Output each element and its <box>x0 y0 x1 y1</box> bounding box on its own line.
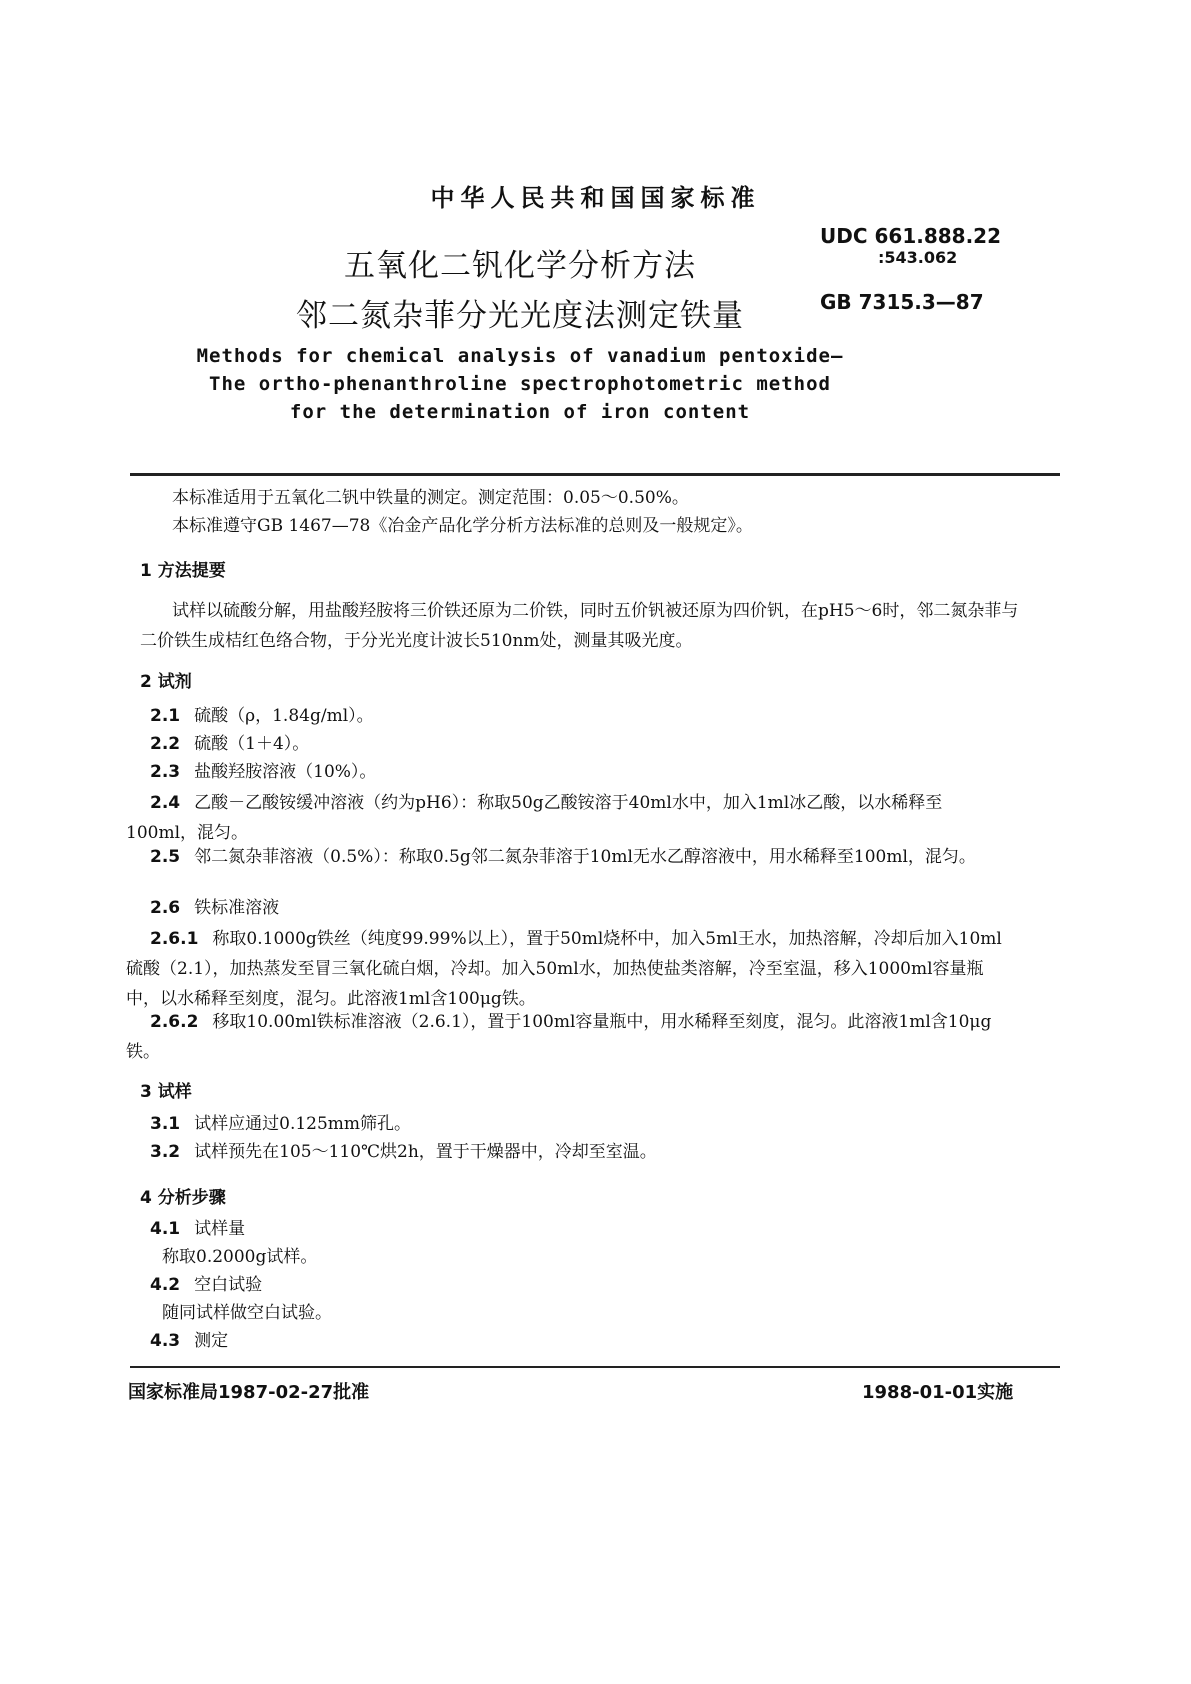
section-3-heading: 3 试样 <box>140 1082 192 1102</box>
section-2-heading: 2 试剂 <box>140 672 192 692</box>
reagent-2-2 <box>150 732 1050 758</box>
sample-3-1 <box>150 1112 1050 1138</box>
reagent-2-5 <box>126 842 1006 872</box>
step-4-1-text: 称取0.2000g试样。 <box>162 1247 318 1267</box>
intro-scope: 本标准适用于五氧化二钒中铁量的测定。测定范围：0.05～0.50%。 <box>172 488 689 508</box>
gb-number: GB 7315.3—87 <box>820 290 984 314</box>
reagent-2-6-2 <box>126 1007 1006 1067</box>
item-text: 试样应通过0.125mm筛孔。 <box>194 1114 412 1134</box>
item-number: 2.1 <box>150 706 181 726</box>
item-number: 4.3 <box>150 1331 181 1351</box>
item-number: 2.3 <box>150 762 181 782</box>
step-4-1 <box>150 1217 1050 1243</box>
title-en-line3: for the determination of iron content <box>289 401 751 423</box>
udc-code-sub: :543.062 <box>878 248 958 267</box>
item-number: 3.1 <box>150 1114 181 1134</box>
item-text: 称取0.1000g铁丝（纯度99.99%以上），置于50ml烧杯中，加入5ml王水，加热溶解，冷却后加入10ml硫酸（2.1），加热蒸发至冒三氧化硫白烟，冷却。加入50ml水，加热使盐类溶解，冷至室温，移入1000ml容量瓶中，以水稀释至刻度，混匀。此溶液1ml含100μg铁。 <box>126 929 1002 1009</box>
reagent-2-3 <box>150 760 1050 786</box>
item-number: 2.6.1 <box>150 929 199 949</box>
item-text: 试样预先在105～110℃烘2h，置于干燥器中，冷却至室温。 <box>194 1142 657 1162</box>
reagent-2-6-1 <box>126 924 1006 1014</box>
step-4-3 <box>150 1329 1050 1355</box>
title-cn-line2: 邻二氮杂菲分光光度法测定铁量 <box>296 298 744 334</box>
title-cn-line1: 五氧化二钒化学分析方法 <box>344 248 696 284</box>
item-number: 2.6.2 <box>150 1012 199 1032</box>
item-text: 邻二氮杂菲溶液（0.5%）：称取0.5g邻二氮杂菲溶于10ml无水乙醇溶液中，用水稀释至100ml，混匀。 <box>194 847 976 867</box>
section-4-heading: 4 分析步骤 <box>140 1188 226 1208</box>
intro-compliance: 本标准遵守GB 1467—78《冶金产品化学分析方法标准的总则及一般规定》。 <box>172 516 753 536</box>
effective-date: 1988-01-01实施 <box>862 1382 1014 1403</box>
step-4-2-text: 随同试样做空白试验。 <box>162 1303 332 1323</box>
header-rule <box>130 473 1060 476</box>
item-text: 试样量 <box>194 1219 246 1239</box>
reagent-2-1 <box>150 704 1050 730</box>
title-en-line2: The ortho-phenanthroline spectrophotometric method <box>209 373 831 395</box>
section-1-text: 试样以硫酸分解，用盐酸羟胺将三价铁还原为二价铁，同时五价钒被还原为四价钒，在pH5～6时，邻二氮杂菲与二价铁生成桔红色络合物，于分光光度计波长510nm处，测量其吸光度。 <box>140 601 1019 651</box>
reagent-2-4 <box>126 788 1006 848</box>
item-text: 测定 <box>194 1331 229 1351</box>
item-text: 空白试验 <box>194 1275 263 1295</box>
item-number: 2.2 <box>150 734 181 754</box>
item-number: 4.2 <box>150 1275 181 1295</box>
title-en-line1: Methods for chemical analysis of vanadium pentoxide— <box>196 345 844 367</box>
udc-code: UDC 661.888.22 <box>820 224 1002 248</box>
sample-3-2 <box>150 1140 1050 1166</box>
item-number: 4.1 <box>150 1219 181 1239</box>
item-text: 硫酸（ρ，1.84g/ml）。 <box>194 706 374 726</box>
reagent-2-6 <box>150 896 1050 922</box>
item-number: 3.2 <box>150 1142 181 1162</box>
item-text: 乙酸－乙酸铵缓冲溶液（约为pH6）：称取50g乙酸铵溶于40ml水中，加入1ml冰乙酸，以水稀释至100ml，混匀。 <box>126 793 943 843</box>
item-text: 铁标准溶液 <box>194 898 280 918</box>
footer-rule <box>130 1366 1060 1368</box>
item-text: 硫酸（1＋4）。 <box>194 734 310 754</box>
item-number: 2.5 <box>150 847 181 867</box>
step-4-2 <box>150 1273 1050 1299</box>
item-text: 移取10.00ml铁标准溶液（2.6.1），置于100ml容量瓶中，用水稀释至刻度，混匀。此溶液1ml含10μg铁。 <box>126 1012 992 1062</box>
section-1-heading: 1 方法提要 <box>140 561 226 581</box>
item-number: 2.6 <box>150 898 181 918</box>
item-number: 2.4 <box>150 793 181 813</box>
item-text: 盐酸羟胺溶液（10%）。 <box>194 762 377 782</box>
approval-date: 国家标准局1987-02-27批准 <box>128 1382 370 1403</box>
country-header: 中华人民共和国国家标准 <box>430 184 761 212</box>
